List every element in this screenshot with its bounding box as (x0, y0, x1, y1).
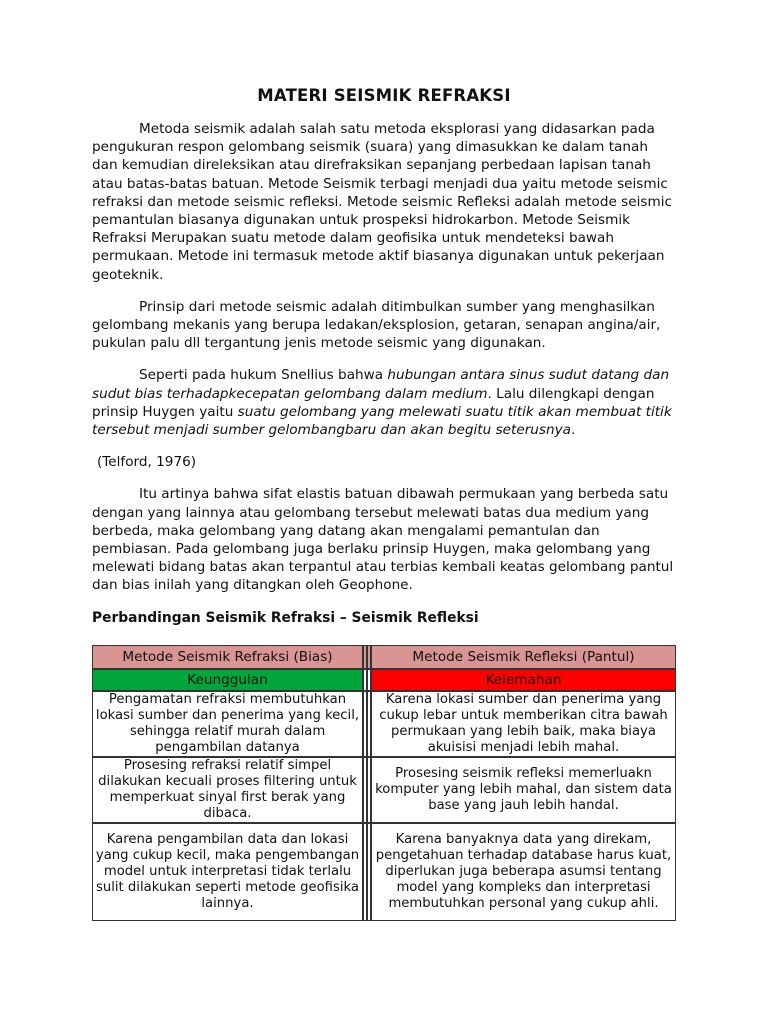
table-row (92, 823, 676, 921)
paragraph-intro: Metoda seismik adalah salah satu metoda eksplorasi yang didasarkan pada pengukuran respon gelombang seismik (suara) yang dimasukkan ke dalam tanah dan kemudian direleksikan atau direfraksikan sepanjang perbedaan lapisan tanah atau batas-batas batuan. Metode Seismik terbagi menjadi dua yaitu metode seismic refraksi dan metode seismic refleksi. Metode seismic Refleksi adalah metode seismic pemantulan biasanya digunakan untuk prospeksi hidrokarbon. Metode Seismik Refraksi Merupakan suatu metode dalam geofisika untuk mendeteksi bawah permukaan. Metode ini termasuk metode aktif biasanya digunakan untuk pekerjaan geoteknik. (92, 121, 672, 283)
advantage-label: Keunggulan (92, 669, 363, 691)
reflection-cell: Karena lokasi sumber dan penerima yang cukup lebar untuk memberikan citra bawah permukaan yang lebih baik, maka biaya akuisisi menjadi lebih mahal. (371, 691, 676, 757)
paragraph-snellius-huygen (92, 366, 676, 439)
header-refraction: Metode Seismik Refraksi (Bias) (92, 645, 363, 669)
table-subheader-row (92, 669, 676, 691)
header-reflection: Metode Seismik Refleksi (Pantul) (371, 645, 676, 669)
citation: (Telford, 1976) (97, 454, 197, 471)
refraction-cell: Pengamatan refraksi membutuhkan lokasi sumber dan penerima yang kecil, sehingga relatif murah dalam pengambilan datanya (92, 691, 363, 757)
reflection-cell: Prosesing seismik refleksi memerluakn komputer yang lebih mahal, dan sistem data base yang jauh lebih handal. (371, 757, 676, 823)
paragraph-text: . Lalu dilengkapi dengan prinsip Huygen yaitu (92, 385, 655, 420)
comparison-heading: Perbandingan Seismik Refraksi – Seismik Refleksi (92, 609, 479, 626)
refraction-cell: Karena pengambilan data dan lokasi yang cukup kecil, maka pengembangan model untuk interpretasi tidak terlalu sulit dilakukan seperti metode geofisika lainnya. (92, 823, 363, 921)
table-row (92, 691, 676, 757)
table-row (92, 757, 676, 823)
document-title: MATERI SEISMIK REFRAKSI (257, 86, 511, 105)
refraction-cell: Prosesing refraksi relatif simpel dilakukan kecuali proses filtering untuk memperkuat sinyal first berak yang dibaca. (92, 757, 363, 823)
paragraph-elasticity: Itu artinya bahwa sifat elastis batuan dibawah permukaan yang berbeda satu dengan yang lainnya atau gelombang tersebut melewati batas dua medium yang berbeda, maka gelombang yang datang akan mengalami pemantulan dan pembiasan. Pada gelombang juga berlaku prinsip Huygen, maka gelombang yang melewati bidang batas akan terpantul atau terbias kembali keatas gelombang pantul dan bias inilah yang ditangkan oleh Geophone. (92, 486, 674, 594)
table-header-row (92, 645, 676, 669)
paragraph-text: . (570, 422, 576, 439)
huygen-definition: suatu gelombang yang melewati suatu titik akan membuat titik tersebut menjadi sumber gelombangbaru dan akan begitu seterusnya (92, 403, 672, 439)
document-page (92, 82, 676, 921)
reflection-cell: Karena banyaknya data yang direkam, pengetahuan terhadap database harus kuat, diperlukan juga beberapa asumsi tentang model yang kompleks dan interpretasi membutuhkan personal yang cukup ahli. (371, 823, 676, 921)
snellius-definition: hubungan antara sinus sudut datang dan sudut bias terhadapkecepatan gelombang dalam medium (92, 367, 670, 402)
disadvantage-label: Kelemahan (371, 669, 676, 691)
comparison-table (92, 645, 676, 921)
paragraph-text: Seperti pada hukum Snellius bahwa (139, 367, 388, 384)
paragraph-principle: Prinsip dari metode seismic adalah ditimbulkan sumber yang menghasilkan gelombang mekanis yang berupa ledakan/eksplosion, getaran, senapan angina/air, pukulan palu dll tergantung jenis metode seismic yang digunakan. (92, 298, 661, 352)
